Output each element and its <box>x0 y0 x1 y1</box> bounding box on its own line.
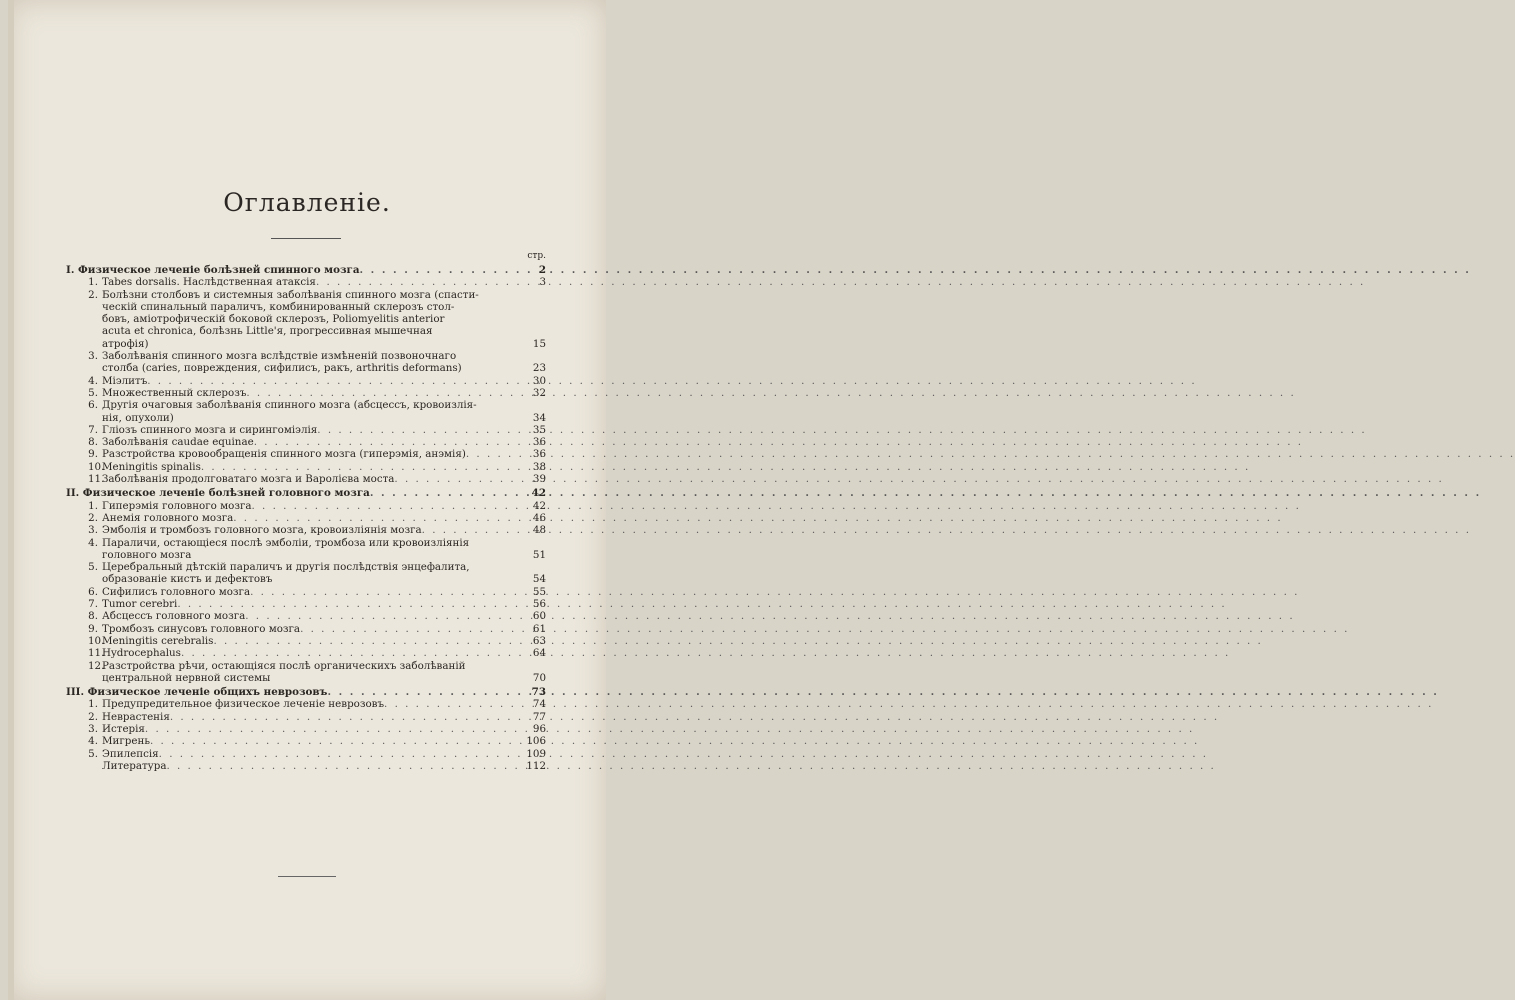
entry-line: головного мозга <box>102 548 192 561</box>
entry-number: 11. <box>88 647 105 660</box>
toc-entry <box>66 448 546 460</box>
entry-number: 1. <box>88 276 98 289</box>
entry-title: Заболѣванія caudae equinae <box>102 436 254 449</box>
entry-line: нія, опухоли) <box>102 411 174 424</box>
entry-title: Истерія <box>102 722 145 735</box>
toc-entry-text <box>88 461 201 473</box>
toc-entry <box>66 698 546 710</box>
entry-line: acuta et chronica, болѣзнь Little'я, прогрессивная мышечная <box>102 325 433 338</box>
page-number: 34 <box>532 411 546 424</box>
leader-dots <box>246 387 520 399</box>
bottom-rule <box>278 876 336 877</box>
entry-title: Міэлитъ <box>102 374 148 387</box>
entry-number: 3. <box>88 722 98 735</box>
toc-entry <box>66 424 546 436</box>
entry-title: Meningitis spinalis <box>102 460 201 473</box>
toc-entry <box>66 387 546 399</box>
leader-dots <box>360 264 520 276</box>
toc-entry-text <box>88 524 422 536</box>
entry-line <box>88 561 516 573</box>
toc-entry-text <box>88 387 246 399</box>
leader-dots <box>394 473 520 485</box>
page-number: 23 <box>532 362 546 375</box>
entry-number: 5. <box>88 747 98 760</box>
entry-title: Тромбозъ синусовъ головного мозга <box>102 622 301 635</box>
entry-number: 3. <box>88 350 98 363</box>
toc-entry-text <box>88 436 254 448</box>
entry-title: Неврастенія <box>102 710 170 723</box>
toc-entry <box>66 461 546 473</box>
entry-number: 4. <box>88 536 98 549</box>
toc-entry-text <box>88 375 147 387</box>
page-number: 73 <box>531 686 546 699</box>
leader-dots <box>145 723 520 735</box>
page-edge <box>8 0 14 1000</box>
leader-dots <box>213 635 520 647</box>
page-number: 2 <box>538 264 546 276</box>
entry-title: Другія очаговыя заболѣванія спинного мозга (абсцессъ, кровоизлія- <box>102 399 477 412</box>
page-number: 30 <box>532 374 546 387</box>
page-number: 56 <box>532 598 546 611</box>
leader-dots <box>159 748 520 760</box>
page-number: 36 <box>532 448 546 461</box>
page-number: 60 <box>532 610 546 623</box>
entry-title: Tumor cerebri <box>102 598 178 611</box>
leader-dots <box>466 448 520 460</box>
leader-dots <box>245 610 520 622</box>
toc-entry <box>66 350 546 375</box>
entry-title: Анемія головного мозга <box>102 511 234 524</box>
leader-dots <box>422 524 520 536</box>
entry-title: Разстройства кровообращенія спинного мозга (гиперэмія, анэмія) <box>102 448 466 461</box>
entry-line: центральной нервной системы <box>102 671 271 684</box>
entry-line <box>88 660 516 672</box>
entry-number: 10. <box>88 460 105 473</box>
entry-number: 2. <box>88 710 98 723</box>
page-number: 77 <box>532 710 546 723</box>
entry-title: Эмболія и тромбозъ головного мозга, кровоизліянія мозга <box>102 524 422 537</box>
entry-title: Параличи, остающіеся послѣ эмболіи, тромбоза или кровоизліянія <box>102 536 470 549</box>
entry-number: 9. <box>88 448 98 461</box>
entry-line: атрофія) <box>102 337 149 350</box>
page-number: 38 <box>532 460 546 473</box>
toc-entry <box>66 598 546 610</box>
entry-title: Заболѣванія продолговатаго мозга и Варолієва моста <box>102 473 395 486</box>
toc-entry <box>66 735 546 747</box>
toc-entry <box>66 473 546 485</box>
toc-entry-text <box>88 473 394 485</box>
toc-entry <box>66 647 546 659</box>
entry-line <box>88 537 516 549</box>
toc-entry-text <box>88 276 316 288</box>
toc-entry <box>66 537 546 562</box>
entry-number: 3. <box>88 524 98 537</box>
section-title: III. Физическое леченіе общихъ неврозовъ <box>66 686 328 699</box>
toc-entry-text <box>88 735 150 747</box>
entry-number: 5. <box>88 386 98 399</box>
leader-dots <box>250 586 520 598</box>
toc-entry-text <box>88 698 384 710</box>
page-number: 51 <box>532 548 546 561</box>
toc-entry <box>66 723 546 735</box>
toc-entry <box>66 760 546 772</box>
toc-entry-text <box>88 586 250 598</box>
toc-entry-text <box>88 748 159 760</box>
leader-dots <box>181 647 520 659</box>
entry-number: 2. <box>88 511 98 524</box>
toc-entry <box>66 399 546 424</box>
entry-title: Hydrocephalus <box>102 647 181 660</box>
entry-title: Эпилепсія <box>102 747 159 760</box>
entry-title: Абсцессъ головного мозга <box>102 610 246 623</box>
entry-number: 4. <box>88 735 98 748</box>
leader-dots <box>384 698 520 710</box>
entry-title: Заболѣванія спинного мозга вслѣдствіе измѣненій позвоночнаго <box>102 350 457 363</box>
entry-title: Болѣзни столбовъ и системныя заболѣванія спинного мозга (спасти- <box>102 288 479 301</box>
leader-dots <box>147 375 520 387</box>
toc-entry-text <box>88 635 213 647</box>
entry-title: Разстройства рѣчи, остающіяся послѣ органическихъ заболѣваній <box>102 659 466 672</box>
leader-dots <box>170 711 520 723</box>
leader-dots <box>177 598 520 610</box>
toc-entry-text <box>88 711 170 723</box>
page-number: 96 <box>532 722 546 735</box>
page-number: 32 <box>532 386 546 399</box>
page-number: 63 <box>532 634 546 647</box>
page-number: 74 <box>532 698 546 711</box>
entry-title: Сифилисъ головного мозга <box>102 585 251 598</box>
leader-dots <box>300 623 520 635</box>
toc-entry-text <box>88 623 300 635</box>
entry-number: 10. <box>88 634 105 647</box>
page-number: 46 <box>532 511 546 524</box>
toc-entry <box>66 276 546 288</box>
leader-dots <box>233 512 520 524</box>
toc-entry-text <box>88 760 166 772</box>
entry-number: 7. <box>88 423 98 436</box>
entry-line: столба (caries, повреждения, сифилисъ, ракъ, arthritis deformans) <box>102 362 462 375</box>
toc-entry <box>66 524 546 536</box>
entry-line: образованіе кистъ и дефектовъ <box>102 573 273 586</box>
entry-title: Мигрень <box>102 735 150 748</box>
entry-line <box>88 399 516 411</box>
leader-dots <box>166 760 520 772</box>
page-number: 64 <box>532 647 546 660</box>
entry-title: Множественный склерозъ <box>102 386 247 399</box>
toc-entry <box>66 660 546 685</box>
page-number: 54 <box>532 573 546 586</box>
toc-entry <box>66 748 546 760</box>
toc-entry <box>66 375 546 387</box>
leader-dots <box>327 686 520 698</box>
entry-title: Гліозъ спинного мозга и сирингоміэлія <box>102 423 318 436</box>
entry-number: 6. <box>88 399 98 412</box>
toc-entry-text <box>88 647 181 659</box>
page-number: 109 <box>526 747 546 760</box>
toc-entry <box>66 623 546 635</box>
toc-entry <box>66 586 546 598</box>
page-number: 106 <box>526 735 546 748</box>
leader-dots <box>254 436 520 448</box>
leader-dots <box>316 276 520 288</box>
entry-number: 2. <box>88 288 98 301</box>
entry-number: 1. <box>88 698 98 711</box>
page-column-header: стр. <box>527 251 546 261</box>
page-number: 70 <box>532 671 546 684</box>
entry-number: 11. <box>88 473 105 486</box>
page-number: 112 <box>526 759 546 772</box>
page-number: 55 <box>532 585 546 598</box>
entry-number: 1. <box>88 499 98 512</box>
toc-entry-text <box>88 512 233 524</box>
entry-title: Литература <box>102 759 167 772</box>
toc-section-heading <box>66 487 546 499</box>
entry-number: 9. <box>88 622 98 635</box>
leader-dots <box>317 424 520 436</box>
table-of-contents <box>66 250 546 772</box>
page-number: 35 <box>532 423 546 436</box>
page-number: 48 <box>532 524 546 537</box>
toc-entry <box>66 512 546 524</box>
entry-title: Tabes dorsalis. Наслѣдственная атаксія <box>102 276 316 289</box>
entry-number: 8. <box>88 610 98 623</box>
entry-number: 5. <box>88 561 98 574</box>
page-number: 42 <box>532 499 546 512</box>
leader-dots <box>150 735 520 747</box>
toc-entry <box>66 610 546 622</box>
toc-entry-text <box>88 448 466 460</box>
entry-line: бовъ, аміотрофическій боковой склерозъ, Poliomyelitis anterior <box>102 313 445 326</box>
page <box>8 0 606 1000</box>
entry-title: Предупредительное физическое леченіе неврозовъ <box>102 698 385 711</box>
leader-dots <box>201 461 520 473</box>
entry-number: 4. <box>88 374 98 387</box>
entry-number: 6. <box>88 585 98 598</box>
title-rule <box>271 238 341 239</box>
toc-entry <box>66 500 546 512</box>
leader-dots <box>252 500 521 512</box>
entry-number: 7. <box>88 598 98 611</box>
toc-entry-text <box>88 424 317 436</box>
entry-number: 8. <box>88 436 98 449</box>
toc-entry <box>66 561 546 586</box>
entry-line: ческій спинальный параличъ, комбинированный склерозъ стол- <box>102 300 455 313</box>
toc-entry <box>66 289 546 350</box>
page-number: 3 <box>539 276 546 289</box>
toc-section-heading <box>66 264 546 276</box>
toc-entry-text <box>88 500 252 512</box>
entry-title: Церебральный дѣтскій параличъ и другія послѣдствія энцефалита, <box>102 561 470 574</box>
toc-entry-text <box>88 610 245 622</box>
entry-line <box>88 289 516 301</box>
entry-number: 12. <box>88 659 105 672</box>
toc-section-heading <box>66 686 546 698</box>
toc-entry <box>66 711 546 723</box>
entry-title: Гиперэмія головного мозга <box>102 499 252 512</box>
page-number: 42 <box>531 487 546 500</box>
toc-entry <box>66 635 546 647</box>
page-number: 36 <box>532 436 546 449</box>
page-number: 61 <box>532 622 546 635</box>
page-number: 15 <box>532 337 546 350</box>
toc-entry <box>66 436 546 448</box>
entry-line <box>88 350 516 362</box>
page-title: Оглавленіе. <box>223 188 391 217</box>
entry-title: Meningitis cerebralis <box>102 634 214 647</box>
section-title: II. Физическое леченіе болѣзней головного мозга <box>66 487 370 500</box>
page-number: 39 <box>532 473 546 486</box>
section-title: I. Физическое леченіе болѣзней спинного мозга <box>66 264 360 276</box>
leader-dots <box>370 487 520 499</box>
toc-entry-text <box>88 723 145 735</box>
toc-entry-text <box>88 598 177 610</box>
